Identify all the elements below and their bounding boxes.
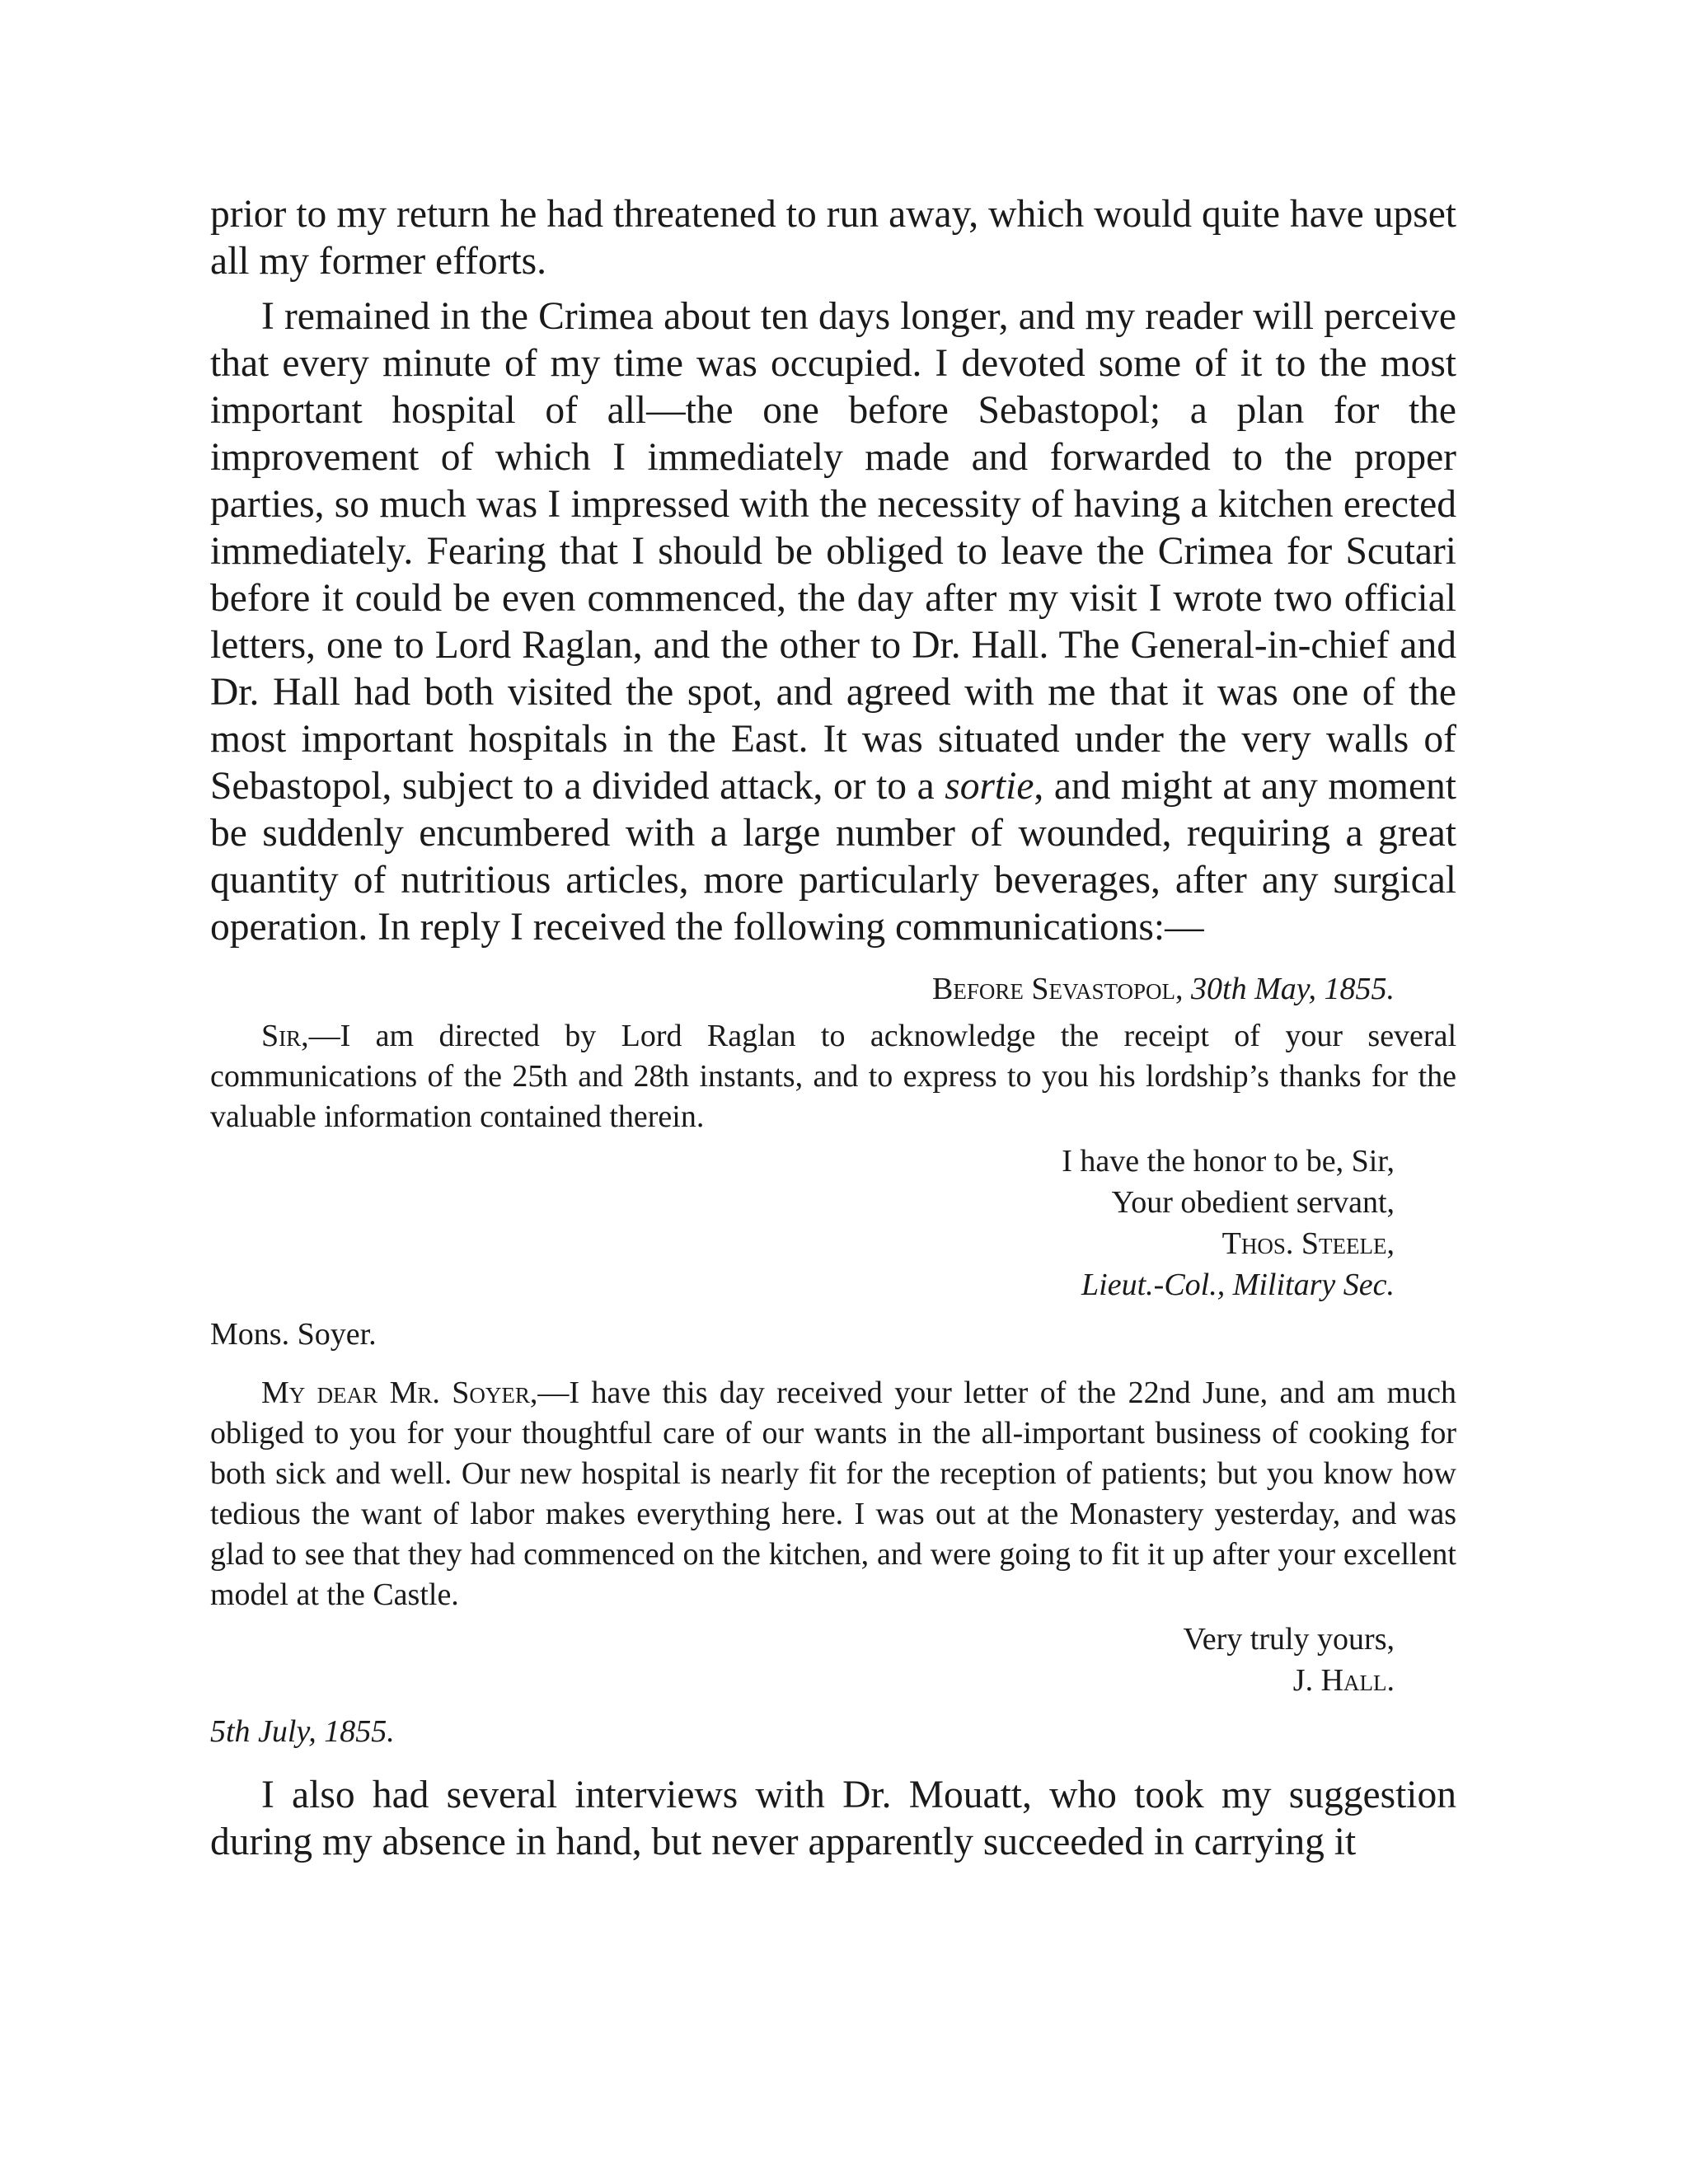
paragraph-crimea-part1: I remained in the Crimea about ten days longer, and my reader will perceive that every minute of my time was occupied. I devoted some of it to the most important hospital of all—the one before Sebastopol; a plan for the improvement of which I immediately made and forwarded to the proper parties, so much was I impressed with the necessity of having a kitchen erected immediately. Fearing that I should be obliged to leave the Crimea for Scutari before it could be even commenced, the day after my visit I wrote two official letters, one to Lord Raglan, and the other to Dr. Hall. The General-in-chief and Dr. Hall had both visited the spot, and agreed with me that it was one of the most important hospitals in the East. It was situated under the very walls of Sebastopol, subject to a divided attack, or to a	[210, 295, 1456, 808]
paragraph-continuation: prior to my return he had threatened to run away, which would quite have upset all my former efforts.	[210, 193, 1456, 283]
letter1-signature-block	[210, 1141, 1456, 1305]
letter1-title: Lieut.-Col., Military Sec.	[1081, 1268, 1395, 1302]
letter2-body	[210, 1373, 1456, 1615]
letter1-place: Before Sevastopol,	[931, 972, 1184, 1006]
letter2-closing: Very truly yours,	[1183, 1622, 1395, 1657]
paragraph-crimea	[210, 293, 1456, 951]
letter1-body	[210, 1016, 1456, 1137]
letter1-text: —I am directed by Lord Raglan to acknowledge the receipt of your several communications of the 25th and 28th instants, and to express to you his lordship’s thanks for the valuable information contained therein.	[210, 1019, 1456, 1134]
italic-sortie: sortie	[945, 765, 1034, 808]
letter1-signature: Thos. Steele,	[1221, 1226, 1395, 1261]
letter1-salutation: Sir,	[261, 1019, 309, 1053]
letter2-salutation: My dear Mr. Soyer,	[261, 1376, 538, 1410]
letter2-signature-block	[210, 1619, 1456, 1701]
letter1-date: 30th May, 1855.	[1191, 972, 1395, 1006]
letter1-closing-1: I have the honor to be, Sir,	[1062, 1144, 1395, 1179]
letter1-dateline	[210, 969, 1456, 1010]
page-content	[210, 191, 1456, 1866]
letter1-closing-2: Your obedient servant,	[1111, 1185, 1395, 1220]
letter2-date: 5th July, 1855.	[210, 1714, 395, 1749]
paragraph-mouatt: I also had several interviews with Dr. Mouatt, who took my suggestion during my absence in hand, but never apparently succeeded in carrying it	[210, 1774, 1456, 1863]
letter2-text: —I have this day received your letter of the 22nd June, and am much obliged to you for your thoughtful care of our wants in the all-important business of cooking for both sick and well. Our new hospital is nearly fit for the reception of patients; but you know how tedious the want of labor makes everything here. I was out at the Monastery yesterday, and was glad to see that they had commenced on the kitchen, and were going to fit it up after your excellent model at the Castle.	[210, 1376, 1457, 1612]
letter2-signature: J. Hall.	[1292, 1663, 1395, 1698]
paragraph-crimea-part2: , and might at any moment be suddenly encumbered with a large number of wounded, requiring a great quantity of nutritious articles, more particularly beverages, after any surgical operation. In reply I received the following communications:—	[210, 765, 1456, 949]
letter1-addressee: Mons. Soyer.	[210, 1317, 377, 1352]
